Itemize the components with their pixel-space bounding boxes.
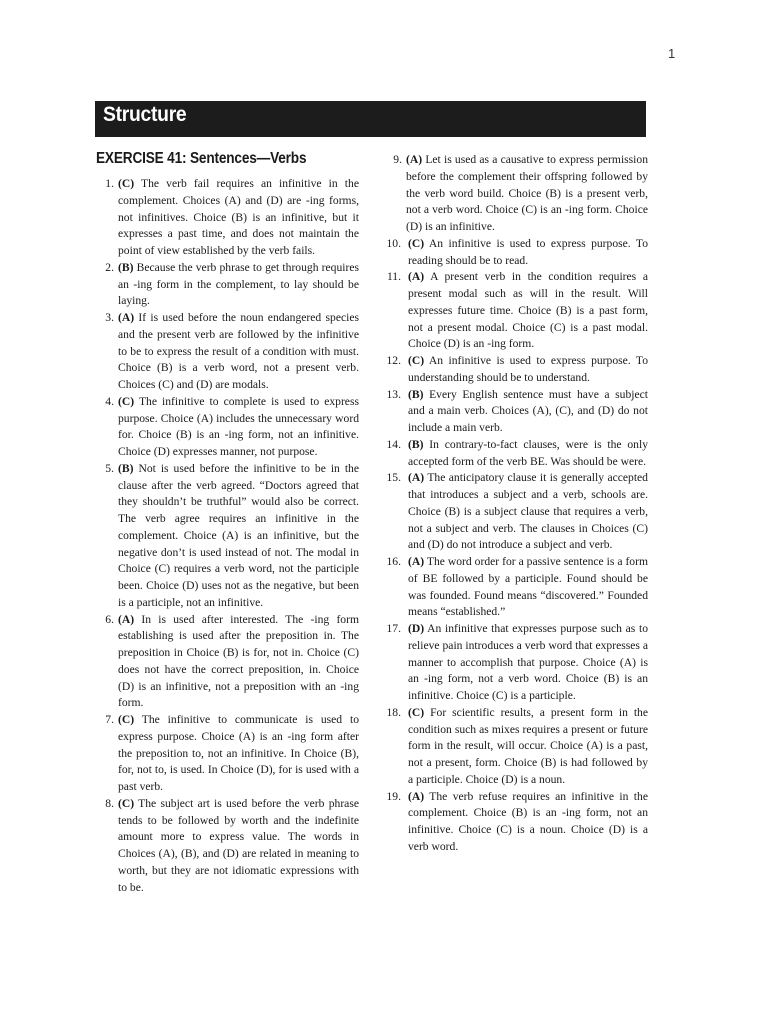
- answer-item: 4. (C) The infinitive to complete is used to express purpose. Choice (A) includes the unnecessary word for. Choice (B) is an -ing form, not an infinitive. Choice (D) expresses manner, not purpose.: [105, 394, 359, 458]
- answer-item: 9. (A) Let is used as a causative to express permission before the complement their offspring followed by the verb word build. Choice (B) is a present verb, not a verb word. Choice (C) is an -ing form. Choice (D) is an infinitive.: [393, 153, 648, 233]
- answer-column-left: [96, 176, 359, 896]
- answer-item: 15. (A) The anticipatory clause it is generally accepted that introduces a subject and a verb, schools are. Choice (B) is a subject clause that requires a verb, not a subject and verb. The clauses in Choices (C) and (D) do not introduce a subject and verb.: [386, 471, 648, 552]
- answer-item: 7. (C) The infinitive to communicate is used to express purpose. Choice (A) is an -ing form after the preposition to, not an infinitive. In Choice (B), for, not to, is used. In Choice (D), for is used with a past verb.: [105, 713, 359, 793]
- page-number: 1: [668, 46, 676, 61]
- answer-item: 11. (A) A present verb in the condition requires a present modal such as will in the result. Will expresses future time. Choice (B) is a past form, not a present modal. Choice (C) is a past modal. Choice (D) is an -ing form.: [386, 270, 648, 351]
- answer-item: 2. (B) Because the verb phrase to get through requires an -ing form in the complement, to lay should be laying.: [105, 260, 359, 308]
- answer-item: 18. (C) For scientific results, a present form in the condition such as mixes requires a present or future form in the result, will occur. Choice (A) is a past, not a present, form. Choice (B) is had followed by a participle. Choice (D) is a noun.: [386, 705, 648, 786]
- answer-item: 17. (D) An infinitive that expresses purpose such as to relieve pain introduces a verb word that expresses a manner to accomplish that purpose. Choice (A) is an -ing form, not a verb word. Choice (B) is an infinitive. Choice (C) is a participle.: [386, 622, 648, 702]
- answer-item: 10. (C) An infinitive is used to express purpose. To reading should be to read.: [386, 236, 648, 267]
- answer-item: 3. (A) If is used before the noun endangered species and the present verb are followed by the infinitive to be to express the result of a condition with must. Choice (B) is a verb word, not a present verb. Choices (C) and (D) are modals.: [105, 311, 359, 391]
- answer-item: 16. (A) The word order for a passive sentence is a form of BE followed by a participle. Found should be was founded. Found means “discovered.” Founded means “established.”: [386, 555, 648, 619]
- answer-item: 19. (A) The verb refuse requires an infinitive in the complement. Choice (B) is an -ing form, not an infinitive. Choice (C) is a noun. Choice (D) is a verb word.: [386, 789, 648, 853]
- section-title: Structure: [103, 103, 187, 126]
- answer-item: 14. (B) In contrary-to-fact clauses, were is the only accepted form of the verb BE. Was should be were.: [386, 437, 648, 468]
- answer-item: 8. (C) The subject art is used before the verb phrase tends to be followed by worth and the indefinite amount more to express value. The words in Choices (A), (B), and (D) are related in meaning to worth, but they are not idiomatic expressions with to be.: [105, 796, 359, 894]
- answer-column-right: [384, 152, 648, 856]
- answer-item: 6. (A) In is used after interested. The -ing form establishing is used after the preposition in. The preposition in Choice (B) is for, not in. Choice (C) does not have the correct preposition, in. Choice (D) is an infinitive, not a preposition with an -ing form.: [105, 612, 359, 710]
- section-banner: [95, 101, 646, 137]
- exercise-title: EXERCISE 41: Sentences—Verbs: [96, 150, 307, 167]
- answer-item: 1. (C) The verb fail requires an infinitive in the complement. Choices (A) and (D) are -ing forms, not infinitives. Choice (B) is an infinitive, but it expresses a past time, and does not maintain the point of view established by the verb fails.: [105, 177, 359, 257]
- answer-item: 5. (B) Not is used before the infinitive to be in the clause after the verb agreed. “Doctors agreed that they shouldn’t be truthful” would also be correct. The verb agree requires an infinitive in the complement. Choice (A) is an infinitive, but the negative don’t is used instead of not. The modal in Choice (C) requires a verb word, not the participle been. Choice (D) uses not as the negative, but been is a participle, not an infinitive.: [105, 461, 359, 609]
- answer-item: 13. (B) Every English sentence must have a subject and a main verb. Choices (A), (C), and (D) do not include a main verb.: [386, 387, 648, 434]
- answer-item: 12. (C) An infinitive is used to express purpose. To understanding should be to understand.: [386, 354, 648, 384]
